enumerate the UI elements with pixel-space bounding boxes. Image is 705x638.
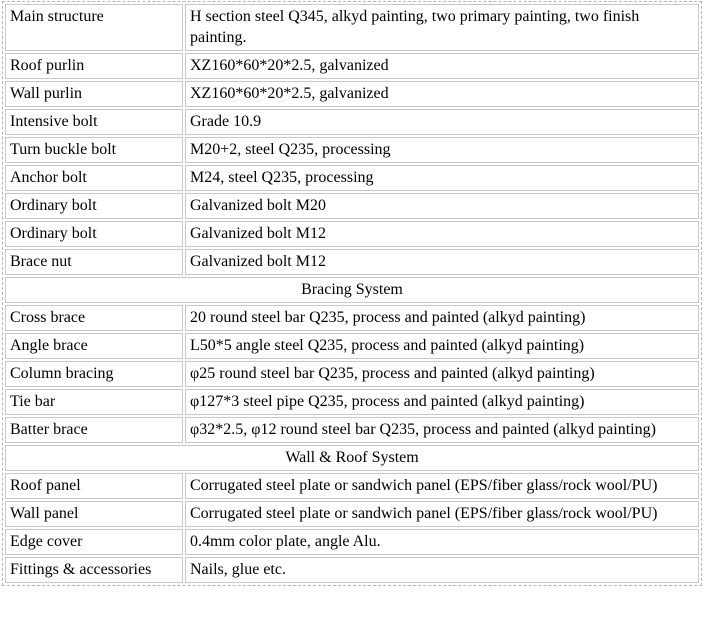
component-name-cell: Column bracing <box>5 361 183 387</box>
specification-cell: Galvanized bolt M12 <box>185 221 699 247</box>
section-header-row <box>5 445 699 471</box>
specification-cell: Corrugated steel plate or sandwich panel (EPS/fiber glass/rock wool/PU) <box>185 473 699 499</box>
component-name-cell: Brace nut <box>5 249 183 275</box>
table-row <box>5 529 699 555</box>
specification-table <box>2 1 702 586</box>
specification-cell: Nails, glue etc. <box>185 557 699 583</box>
section-title: Bracing System <box>5 277 699 303</box>
specification-table-body <box>5 4 699 583</box>
component-name-cell: Ordinary bolt <box>5 221 183 247</box>
specification-cell: Galvanized bolt M20 <box>185 193 699 219</box>
component-name-cell: Main structure <box>5 4 183 51</box>
table-row <box>5 501 699 527</box>
table-row <box>5 361 699 387</box>
table-row <box>5 249 699 275</box>
table-row <box>5 221 699 247</box>
specification-cell: 0.4mm color plate, angle Alu. <box>185 529 699 555</box>
component-name-cell: Batter brace <box>5 417 183 443</box>
specification-cell: L50*5 angle steel Q235, process and painted (alkyd painting) <box>185 333 699 359</box>
specification-cell: φ127*3 steel pipe Q235, process and painted (alkyd painting) <box>185 389 699 415</box>
specification-cell: XZ160*60*20*2.5, galvanized <box>185 81 699 107</box>
specification-cell: M20+2, steel Q235, processing <box>185 137 699 163</box>
specification-cell: XZ160*60*20*2.5, galvanized <box>185 53 699 79</box>
component-name-cell: Edge cover <box>5 529 183 555</box>
component-name-cell: Cross brace <box>5 305 183 331</box>
section-title: Wall & Roof System <box>5 445 699 471</box>
component-name-cell: Ordinary bolt <box>5 193 183 219</box>
specification-cell: φ25 round steel bar Q235, process and painted (alkyd painting) <box>185 361 699 387</box>
table-row <box>5 305 699 331</box>
specification-cell: φ32*2.5, φ12 round steel bar Q235, process and painted (alkyd painting) <box>185 417 699 443</box>
specification-cell: H section steel Q345, alkyd painting, two primary painting, two finish painting. <box>185 4 699 51</box>
table-row <box>5 53 699 79</box>
table-row <box>5 417 699 443</box>
specification-cell: Grade 10.9 <box>185 109 699 135</box>
table-row <box>5 109 699 135</box>
component-name-cell: Wall panel <box>5 501 183 527</box>
section-header-row <box>5 277 699 303</box>
specification-cell: Galvanized bolt M12 <box>185 249 699 275</box>
table-row <box>5 4 699 51</box>
component-name-cell: Fittings & accessories <box>5 557 183 583</box>
table-row <box>5 137 699 163</box>
component-name-cell: Roof panel <box>5 473 183 499</box>
table-row <box>5 389 699 415</box>
component-name-cell: Anchor bolt <box>5 165 183 191</box>
specification-cell: 20 round steel bar Q235, process and painted (alkyd painting) <box>185 305 699 331</box>
component-name-cell: Turn buckle bolt <box>5 137 183 163</box>
component-name-cell: Intensive bolt <box>5 109 183 135</box>
component-name-cell: Angle brace <box>5 333 183 359</box>
table-row <box>5 193 699 219</box>
specification-cell: M24, steel Q235, processing <box>185 165 699 191</box>
table-row <box>5 81 699 107</box>
table-row <box>5 165 699 191</box>
component-name-cell: Tie bar <box>5 389 183 415</box>
table-row <box>5 557 699 583</box>
table-row <box>5 473 699 499</box>
component-name-cell: Roof purlin <box>5 53 183 79</box>
component-name-cell: Wall purlin <box>5 81 183 107</box>
table-row <box>5 333 699 359</box>
specification-cell: Corrugated steel plate or sandwich panel (EPS/fiber glass/rock wool/PU) <box>185 501 699 527</box>
